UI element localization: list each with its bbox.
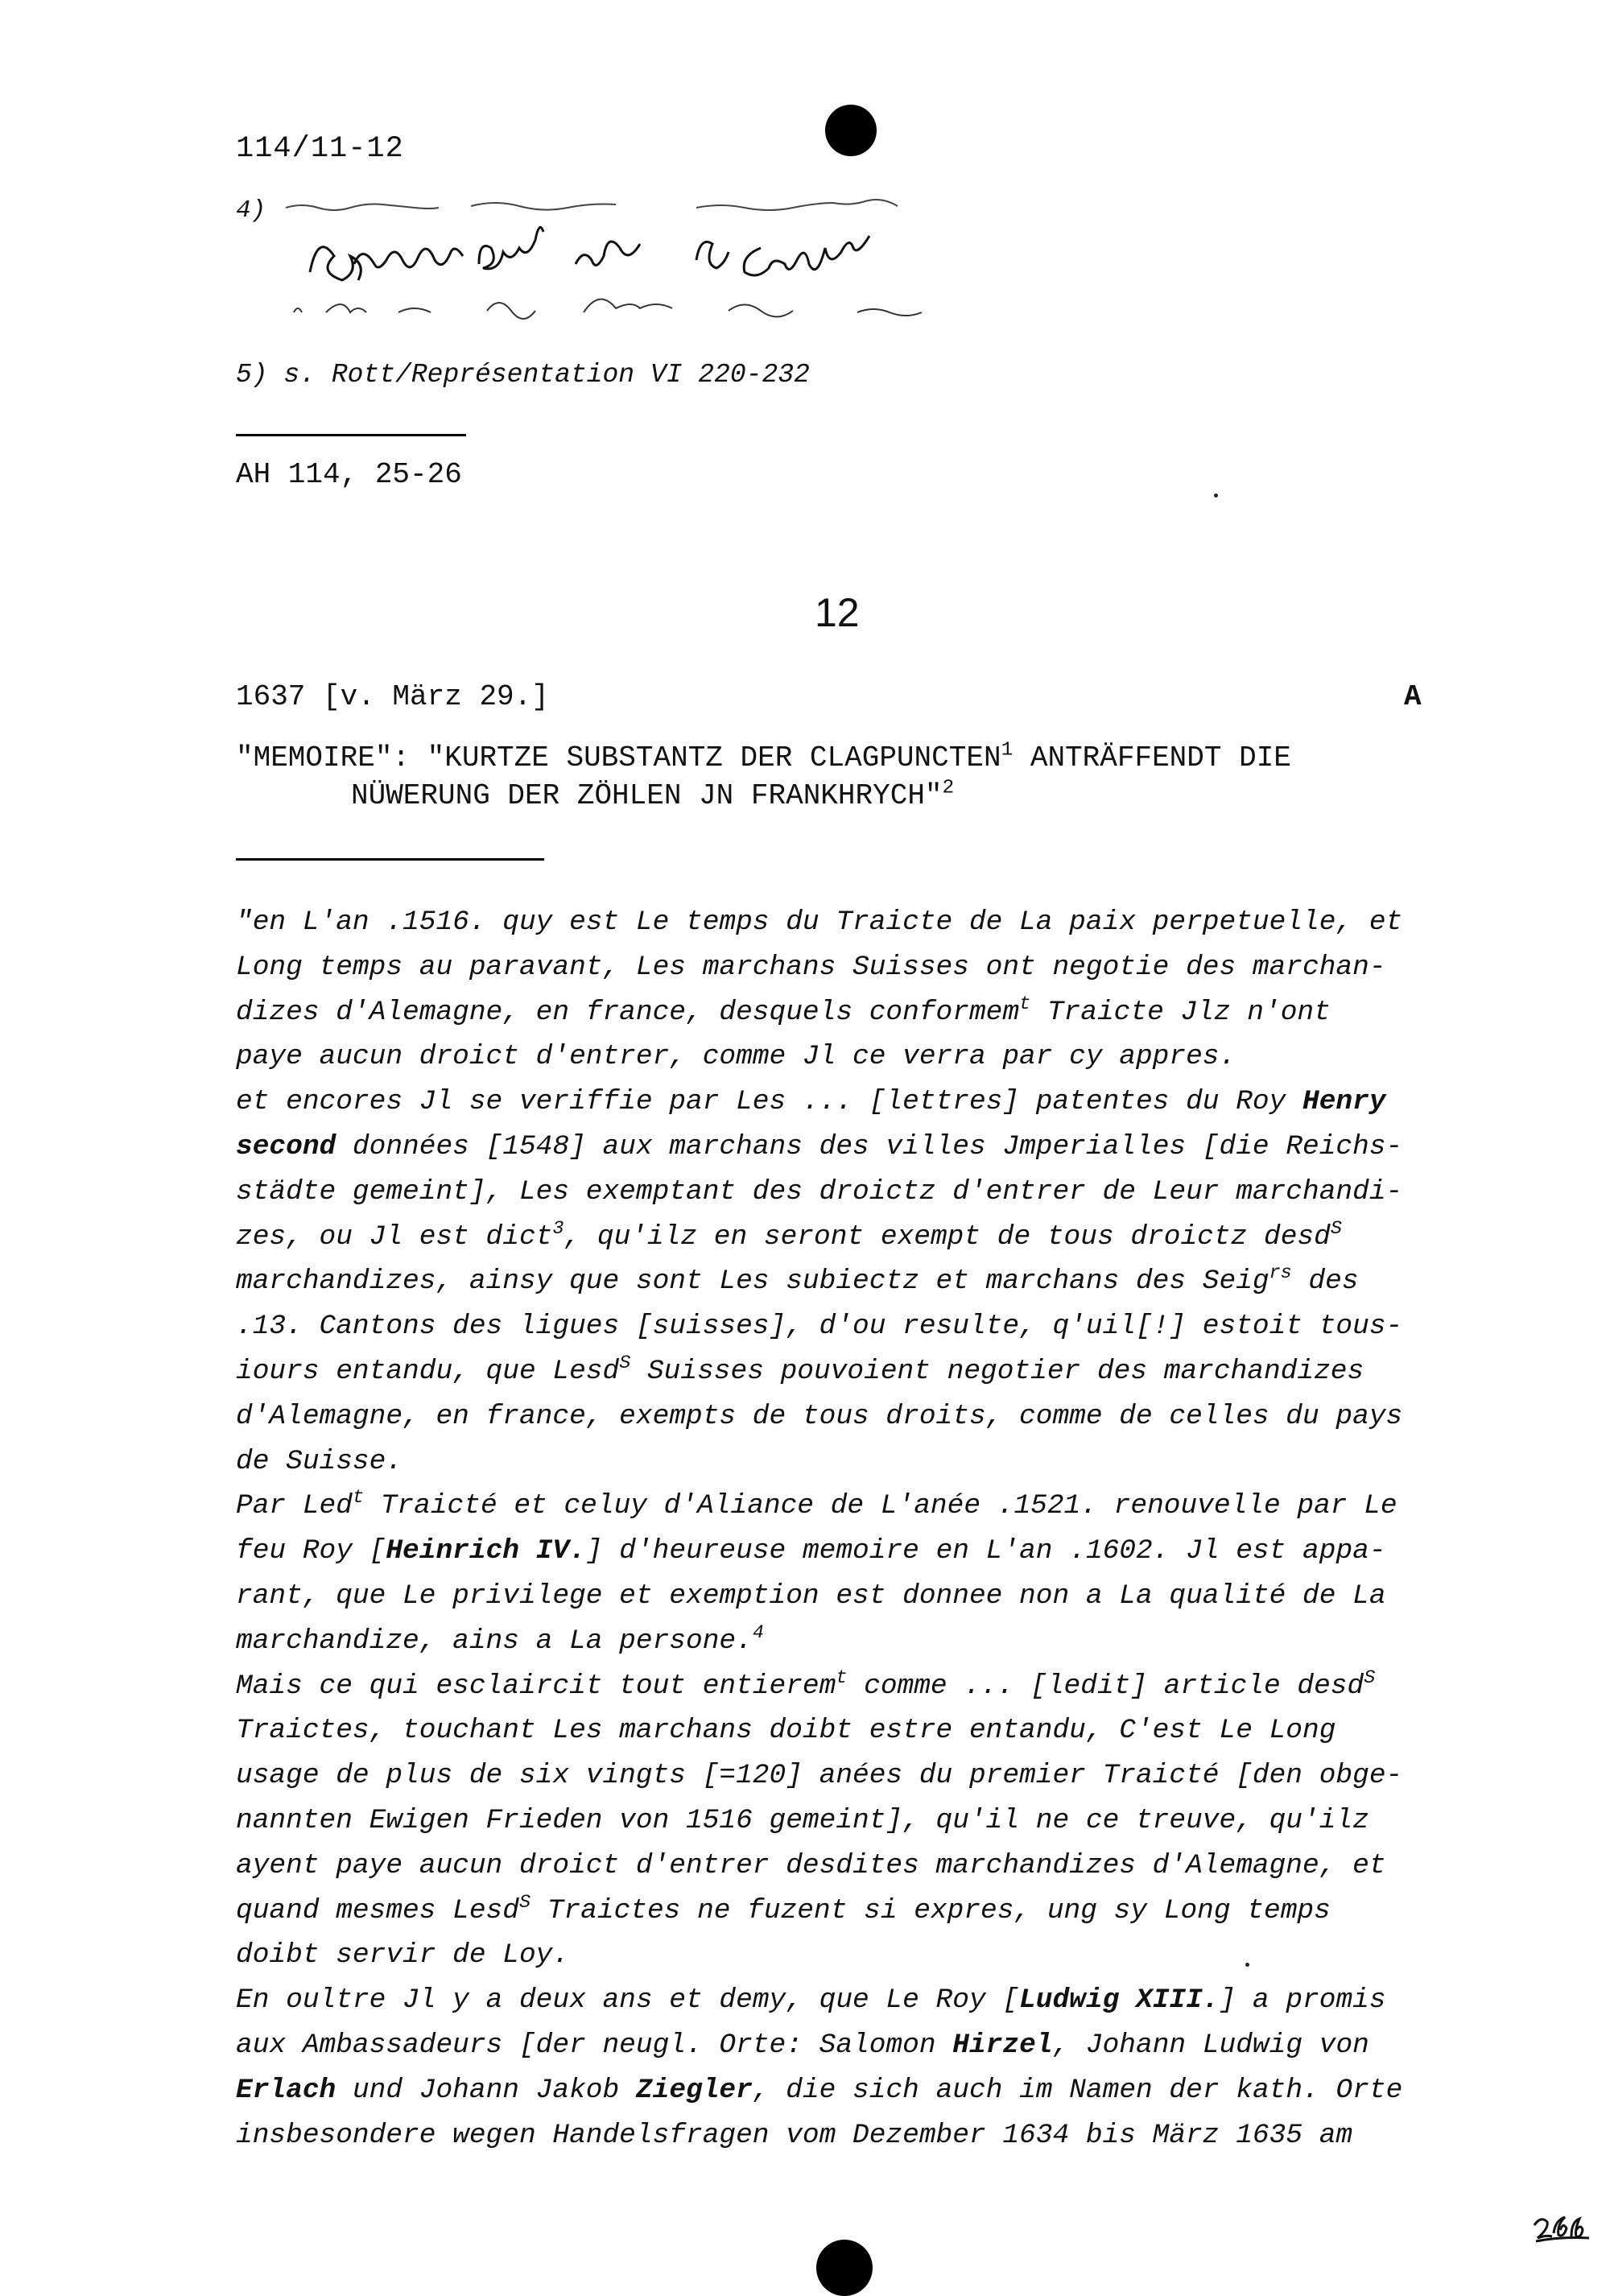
body-line: marchandizes, ainsy que sont Les subiectz et marchans des Seig$^{rs}$ des (236, 1262, 1359, 1298)
body-line: usage de plus de six vingts [=120] anées du premier Traicté [den obge- (236, 1760, 1403, 1792)
footnote-5: 5) s. Rott/Représentation VI 220-232 (236, 360, 810, 390)
document-title-line-2: NÜWERUNG DER ZÖHLEN JN FRANKHRYCH"$^2$ (351, 777, 955, 812)
body-line: zes, ou Jl est dict$^3$, qu'ilz en seront exempt de tous droictz desd$^S$ (236, 1217, 1342, 1253)
footnote-4-label: 4) (236, 196, 266, 225)
body-line: quand mesmes Lesd$^S$ Traictes ne fuzent si expres, ung sy Long temps (236, 1891, 1331, 1926)
body-line: second données [1548] aux marchans des villes Jmperialles [die Reichs- (236, 1130, 1403, 1162)
body-line: d'Alemagne, en france, exempts de tous droits, comme de celles du pays (236, 1400, 1403, 1432)
divider (236, 858, 544, 861)
document-title-line-1: "MEMOIRE": "KURTZE SUBSTANTZ DER CLAGPUNCTEN$^1$ ANTRÄFFENDT DIE (236, 739, 1291, 774)
divider (236, 434, 466, 436)
body-line: iours entandu, que Lesd$^S$ Suisses pouvoient negotier des marchandizes (236, 1352, 1364, 1387)
body-line: Mais ce qui esclaircit tout entierem$^t$ comme ... [ledit] article desd$^S$ (236, 1666, 1376, 1702)
body-line: marchandize, ains a La persone.$^4$ (236, 1621, 764, 1657)
body-line: insbesondere wegen Handelsfragen vom Dezember 1634 bis März 1635 am (236, 2119, 1353, 2151)
ah-reference: AH 114, 25-26 (236, 458, 462, 491)
body-line: Par Led$^t$ Traicté et celuy d'Aliance de L'anée .1521. renouvelle par Le (236, 1487, 1397, 1522)
body-line: nannten Ewigen Frieden von 1516 gemeint], qu'il ne ce treuve, qu'ilz (236, 1804, 1369, 1836)
body-line: rant, que Le privilege et exemption est donnee non a La qualité de La (236, 1580, 1386, 1612)
body-line: .13. Cantons des ligues [suisses], d'ou resulte, q'uil[!] estoit tous- (236, 1311, 1403, 1343)
body-line: Erlach und Johann Jakob Ziegler, die sich auch im Namen der kath. Orte (236, 2074, 1403, 2106)
handwritten-footnote-image (278, 184, 978, 328)
body-line: de Suisse. (236, 1445, 403, 1477)
body-line: "en L'an .1516. quy est Le temps du Traicte de La paix perpetuelle, et (236, 906, 1403, 938)
document-number: 12 (815, 590, 860, 635)
body-line: feu Roy [Heinrich IV.] d'heureuse memoire en L'an .1602. Jl est appa- (236, 1535, 1386, 1567)
handwritten-page-number (1530, 2209, 1594, 2248)
punch-hole-bottom (816, 2240, 873, 2296)
body-line: Traictes, touchant Les marchans doibt estre entandu, C'est Le Long (236, 1715, 1336, 1747)
body-line: dizes d'Alemagne, en france, desquels conformem$^t$ Traicte Jlz n'ont (236, 993, 1331, 1028)
body-line: En oultre Jl y a deux ans et demy, que Le Roy [Ludwig XIII.] a promis (236, 1984, 1386, 2017)
document-date: 1637 [v. März 29.] (236, 680, 549, 713)
body-line: aux Ambassadeurs [der neugl. Orte: Salomon Hirzel, Johann Ludwig von (236, 2029, 1369, 2061)
body-line: städte gemeint], Les exemptant des droictz d'entrer de Leur marchandi- (236, 1175, 1403, 1208)
document-letter: A (1404, 680, 1422, 713)
archive-reference: 114/11-12 (236, 132, 404, 166)
body-line: et encores Jl se veriffie par Les ... [lettres] patentes du Roy Henry (236, 1086, 1386, 1118)
document-body (236, 900, 1492, 2158)
body-line: doibt servir de Loy. (236, 1939, 570, 1972)
body-line: ayent paye aucun droict d'entrer desdites marchandizes d'Alemagne, et (236, 1849, 1386, 1881)
speck (1214, 493, 1218, 498)
body-line: Long temps au paravant, Les marchans Suisses ont negotie des marchan- (236, 951, 1386, 983)
punch-hole-top (825, 105, 877, 156)
body-line: paye aucun droict d'entrer, comme Jl ce verra par cy appres. (236, 1041, 1236, 1073)
